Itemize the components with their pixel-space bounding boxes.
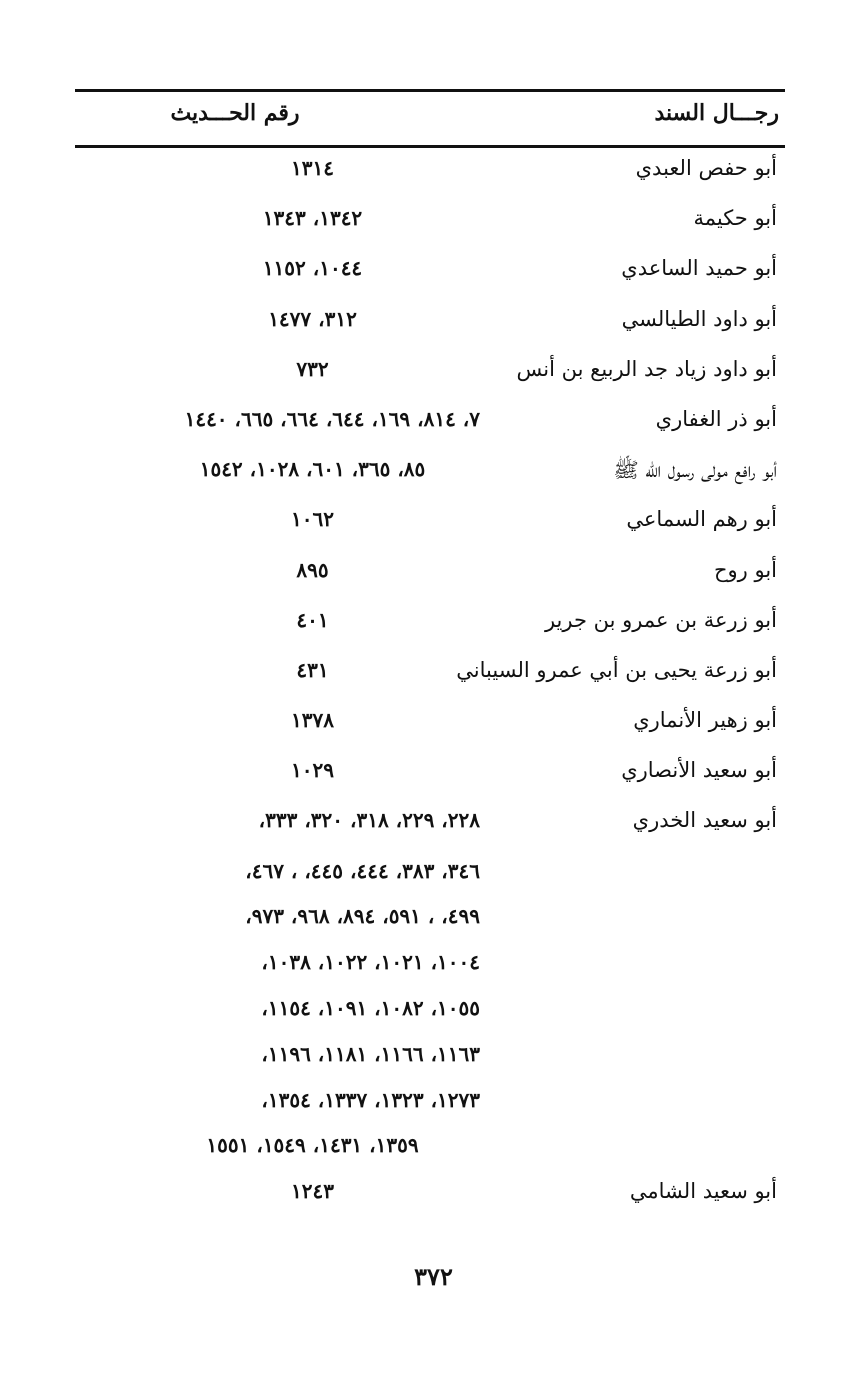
narrator-name: أبو حفص العبدي: [635, 156, 777, 180]
index-row: [75, 600, 785, 650]
hadith-numbers: ١٣٤٢، ١٣٤٣: [262, 206, 363, 231]
hadith-numbers: ١٠٢٩: [291, 758, 334, 783]
narrator-name: أبو روح: [713, 557, 777, 582]
narrator-name: أبو زرعة يحيى بن أبي عمرو السيباني: [456, 657, 777, 682]
top-rule: [75, 89, 785, 92]
index-row: [75, 499, 785, 549]
hadith-numbers-continuation: [75, 1125, 785, 1171]
hadith-numbers: ٧، ٨١٤، ١٦٩، ٦٤٤، ٦٦٤، ٦٦٥، ١٤٤٠: [184, 406, 480, 431]
hadith-numbers-continuation: [75, 988, 785, 1034]
index-row: [75, 198, 785, 248]
hadith-numbers: ١٠٦٢: [291, 507, 334, 532]
hadith-numbers: ١٣٧٨: [291, 708, 334, 733]
index-row: [75, 399, 785, 449]
hadith-numbers: ١٠٤٤، ١١٥٢: [262, 256, 363, 281]
index-row: [75, 800, 785, 850]
hadith-numbers-continuation: [75, 1080, 785, 1126]
narrator-name: أبو زرعة بن عمرو بن جرير: [544, 607, 777, 632]
hadith-numbers: ٧٣٢: [296, 356, 329, 381]
narrator-name: أبو حكيمة: [693, 206, 777, 231]
narrator-name: أبو سعيد الشامي: [629, 1179, 777, 1204]
hadith-numbers: ٨٩٥: [296, 557, 329, 582]
hadith-numbers: ١٠٥٥، ١٠٨٢، ١٠٩١، ١١٥٤،: [261, 996, 480, 1021]
index-entries: [75, 148, 785, 1221]
narrator-name: أبو رهم السماعي: [626, 507, 777, 532]
hadith-numbers-continuation: [75, 896, 785, 942]
narrator-name: أبو داود زياد جد الربيع بن أنس: [516, 356, 777, 381]
index-row: [75, 650, 785, 700]
hadith-numbers: ١٢٤٣: [291, 1179, 334, 1204]
narrator-name: أبو سعيد الخدري: [632, 808, 777, 833]
narrator-name: أبو زهير الأنماري: [633, 708, 777, 733]
hadith-numbers: ١٢٧٣، ١٣٢٣، ١٣٣٧، ١٣٥٤،: [261, 1087, 480, 1112]
hadith-numbers-continuation: [75, 1034, 785, 1080]
hadith-numbers: ١١٦٣، ١١٦٦، ١١٨١، ١١٩٦،: [261, 1041, 480, 1066]
hadith-numbers: ٨٥، ٣٦٥، ٦٠١، ١٠٢٨، ١٥٤٢: [199, 457, 426, 482]
column-header-hadith-number: رقم الحـــديث: [170, 100, 300, 126]
narrator-name: أبو سعيد الأنصاري: [621, 758, 777, 783]
index-row: [75, 248, 785, 298]
hadith-numbers: ٣٤٦، ٣٨٣، ٤٤٤، ٤٤٥، ، ٤٦٧،: [245, 858, 480, 883]
index-row: [75, 700, 785, 750]
index-row: [75, 349, 785, 399]
index-row: [75, 299, 785, 349]
hadith-numbers: ٤٠١: [296, 607, 329, 632]
page-number: ٣٧٢: [414, 1262, 453, 1291]
hadith-numbers: ٢٢٨، ٢٢٩، ٣١٨، ٣٢٠، ٣٣٣،: [258, 808, 480, 833]
narrator-name: أبو داود الطيالسي: [621, 306, 777, 331]
hadith-numbers-continuation: [75, 851, 785, 897]
narrator-name: أبو ذر الغفاري: [655, 406, 777, 431]
column-header-narrators: رجـــال السند: [654, 100, 779, 126]
index-row: [75, 449, 785, 499]
narrator-name: أبو حميد الساعدي: [621, 256, 777, 281]
hadith-numbers-continuation: [75, 942, 785, 988]
hadith-numbers: ١٣٥٩، ١٤٣١، ١٥٤٩، ١٥٥١: [206, 1133, 419, 1158]
index-row: [75, 1171, 785, 1221]
index-row: [75, 148, 785, 198]
hadith-numbers: ١٣١٤: [291, 156, 334, 180]
index-row: [75, 550, 785, 600]
index-row: [75, 750, 785, 800]
hadith-numbers: ٤٣١: [296, 657, 329, 682]
hadith-numbers: ٤٩٩، ، ٥٩١، ٨٩٤، ٩٦٨، ٩٧٣،: [245, 904, 480, 929]
narrator-name: أبو رافع مولى رسول الله ﷺ: [613, 458, 777, 483]
hadith-numbers: ٣١٢، ١٤٧٧: [268, 306, 357, 331]
hadith-numbers: ١٠٠٤، ١٠٢١، ١٠٢٢، ١٠٣٨،: [261, 950, 480, 975]
